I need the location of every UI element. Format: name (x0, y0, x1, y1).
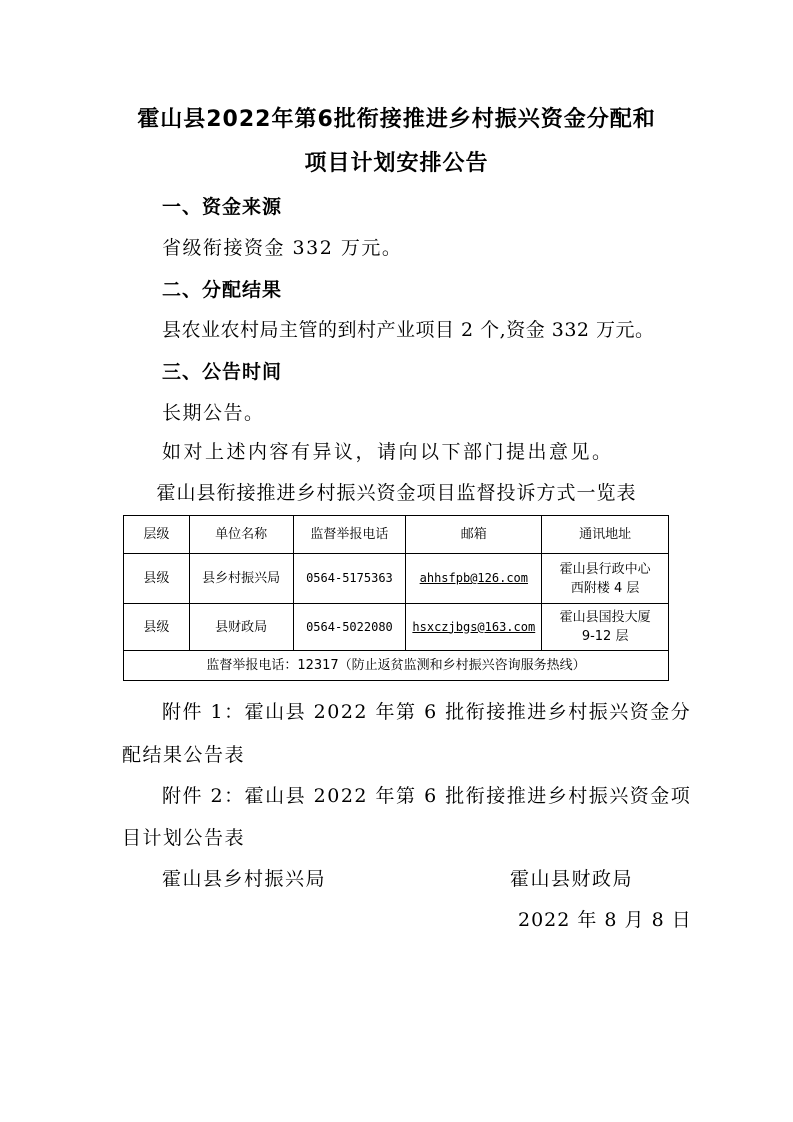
section-heading-funding-source: 一、资金来源 (162, 196, 283, 218)
hotline-footer: 监督举报电话：12317（防止返贫监测和乡村振兴咨询服务热线） (124, 651, 669, 681)
table-row (124, 604, 669, 651)
table-footer-row (124, 651, 669, 681)
cell-phone: 0564-5175363 (293, 554, 406, 604)
signature-finance-bureau: 霍山县财政局 (510, 868, 634, 890)
address-line1: 霍山县国投大厦 (559, 610, 651, 625)
section-text-announcement-time: 长期公告。 (162, 402, 265, 424)
table-title: 霍山县衔接推进乡村振兴资金项目监督投诉方式一览表 (156, 482, 637, 504)
table-row (124, 554, 669, 604)
contact-table (123, 515, 669, 681)
section-heading-allocation-result: 二、分配结果 (162, 279, 283, 301)
address-line2: 西附楼 4 层 (570, 580, 640, 596)
document-date: 2022 年 8 月 8 日 (518, 909, 692, 931)
objection-text: 如对上述内容有异议，请向以下部门提出意见。 (162, 441, 614, 463)
attachment-2-line1: 附件 2：霍山县 2022 年第 6 批衔接推进乡村振兴资金项 (162, 785, 692, 807)
section-text-allocation-result: 县农业农村局主管的到村产业项目 2 个,资金 332 万元。 (162, 319, 655, 341)
attachment-2-line2: 目计划公告表 (122, 827, 246, 849)
attachment-1-line2: 配结果公告表 (122, 744, 246, 766)
header-level: 层级 (124, 516, 190, 554)
email-link[interactable]: hsxczjbgs@163.com (412, 619, 536, 634)
document-title-line2: 项目计划安排公告 (304, 151, 489, 176)
cell-phone: 0564-5022080 (293, 604, 406, 651)
cell-level: 县级 (124, 604, 190, 651)
header-email: 邮箱 (406, 516, 542, 554)
cell-address (542, 604, 669, 651)
section-text-funding-source: 省级衔接资金 332 万元。 (162, 237, 403, 259)
cell-email (406, 604, 542, 651)
cell-unit: 县乡村振兴局 (189, 554, 293, 604)
signature-rural-revitalization-bureau: 霍山县乡村振兴局 (162, 868, 327, 890)
attachment-1-line1: 附件 1：霍山县 2022 年第 6 批衔接推进乡村振兴资金分 (162, 701, 692, 723)
cell-email (406, 554, 542, 604)
email-link[interactable]: ahhsfpb@126.com (419, 571, 528, 585)
document-title-line1: 霍山县2022年第6批衔接推进乡村振兴资金分配和 (137, 107, 656, 132)
address-line2: 9-12 层 (581, 629, 629, 644)
header-phone: 监督举报电话 (293, 516, 406, 554)
cell-unit: 县财政局 (189, 604, 293, 651)
table-header-row (124, 516, 669, 554)
cell-level: 县级 (124, 554, 190, 604)
cell-address (542, 554, 669, 604)
header-address: 通讯地址 (542, 516, 669, 554)
header-unit: 单位名称 (189, 516, 293, 554)
address-line1: 霍山县行政中心 (559, 561, 651, 577)
section-heading-announcement-time: 三、公告时间 (162, 361, 283, 383)
